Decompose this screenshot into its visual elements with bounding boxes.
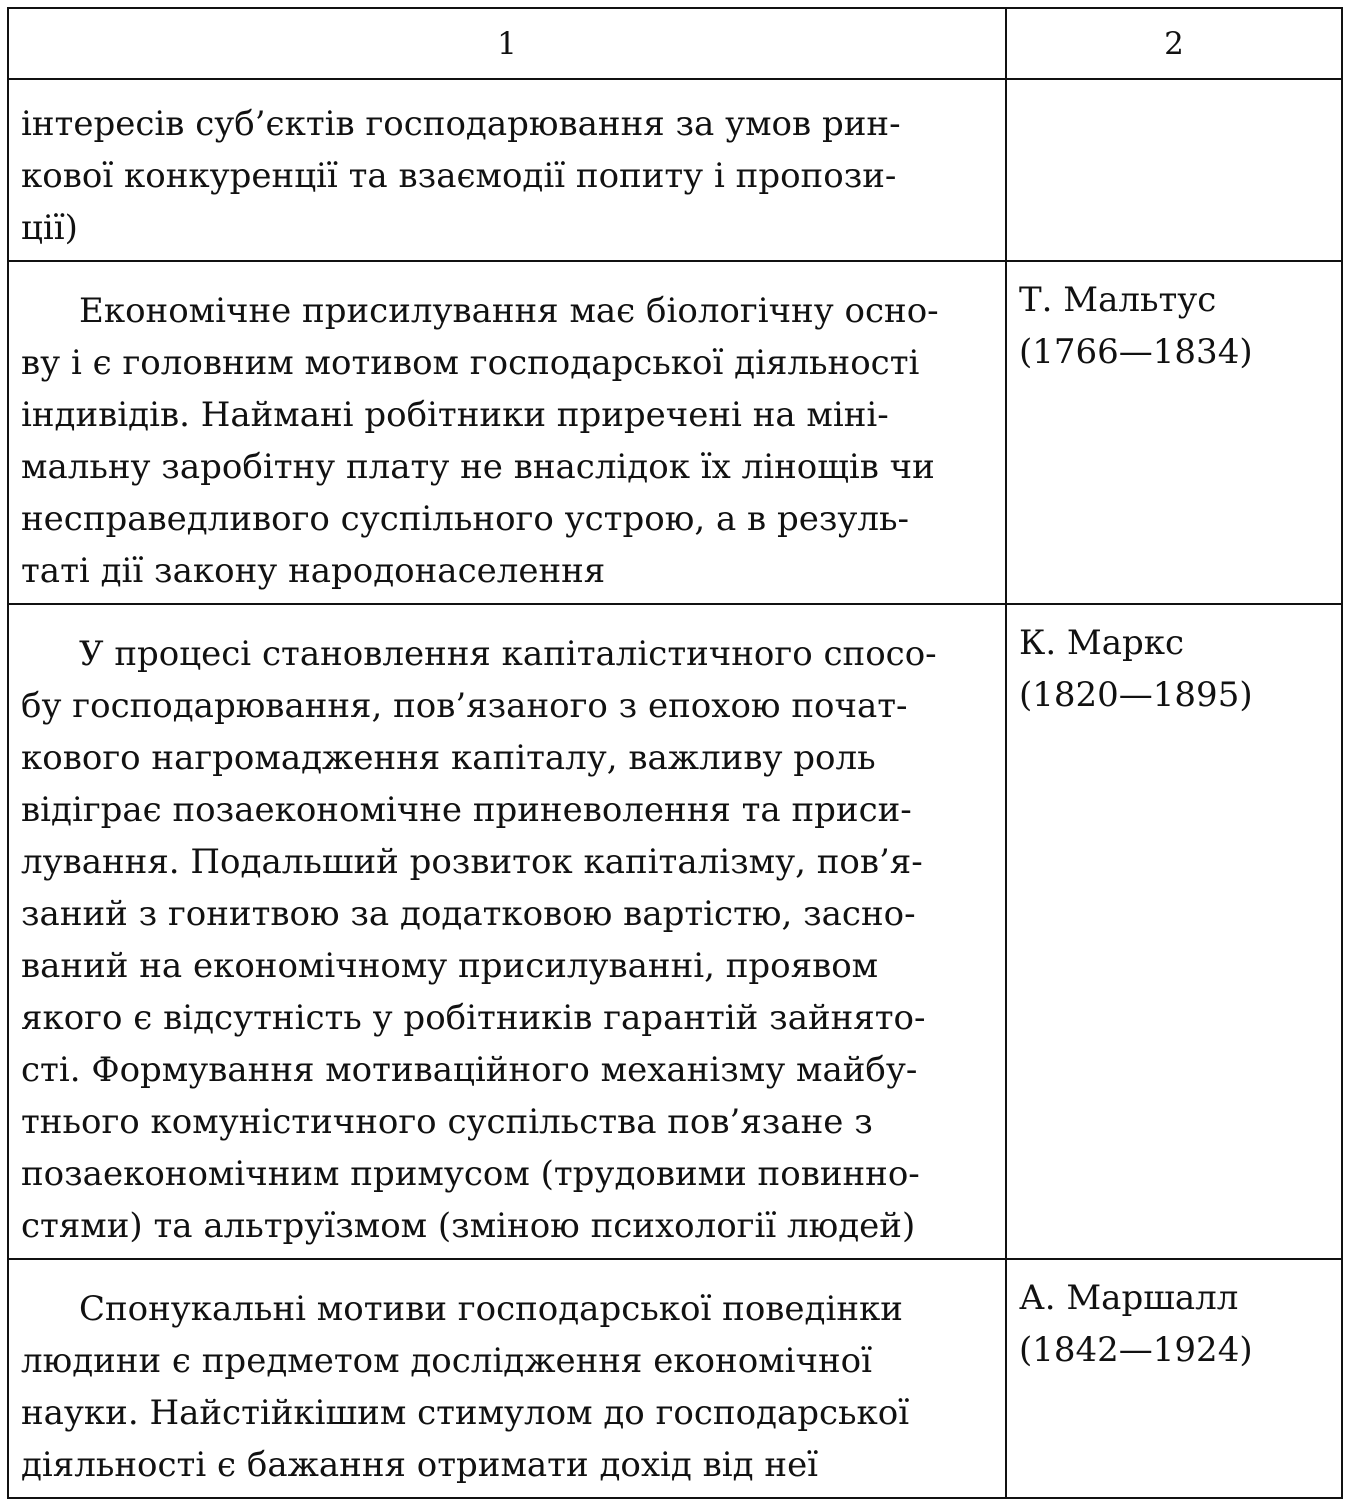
description-text: [9, 1260, 1005, 1497]
text-line: бу господарювання, пов’язаного з епохою почат-: [21, 686, 908, 726]
author-cell: [1006, 79, 1342, 261]
author-name: А. Маршалл: [1019, 1278, 1239, 1318]
table-row: [8, 261, 1342, 604]
text-line: індивідів. Наймані робітники приречені на міні-: [21, 395, 889, 435]
table-row: [8, 1259, 1342, 1498]
text-line: Спонукальні мотиви господарської поведінки: [79, 1289, 903, 1329]
author-text: [1007, 80, 1341, 98]
text-line: діяльності є бажання отримати дохід від неї: [21, 1445, 819, 1485]
table-header-row: [8, 8, 1342, 79]
author-cell: [1006, 604, 1342, 1259]
author-years: (1842—1924): [1019, 1330, 1253, 1370]
text-line: лування. Подальший розвиток капіталізму, пов’я-: [21, 842, 923, 882]
description-text: [9, 605, 1005, 1258]
text-line: сті. Формування мотиваційного механізму майбу-: [21, 1050, 918, 1090]
text-line: У процесі становлення капіталістичного спосо-: [79, 634, 937, 674]
column-header-1: 1: [8, 8, 1006, 79]
text-line: кової конкуренції та взаємодії попиту і пропози-: [21, 156, 897, 196]
author-name: К. Маркс: [1019, 623, 1185, 663]
author-years: (1820—1895): [1019, 675, 1253, 715]
text-line: людини є предметом дослідження економічної: [21, 1341, 872, 1381]
document-table: [7, 7, 1343, 1499]
text-line: несправедливого суспільного устрою, а в резуль-: [21, 499, 910, 539]
author-cell: [1006, 261, 1342, 604]
text-line: ву і є головним мотивом господарської діяльності: [21, 343, 920, 383]
text-line: ваний на економічному присилуванні, проявом: [21, 946, 879, 986]
column-header-2: 2: [1006, 8, 1342, 79]
author-years: (1766—1834): [1019, 332, 1253, 372]
description-cell: [8, 261, 1006, 604]
description-cell: [8, 79, 1006, 261]
text-line: стями) та альтруїзмом (зміною психології людей): [21, 1206, 916, 1246]
description-text: [9, 262, 1005, 603]
description-cell: [8, 1259, 1006, 1498]
author-text: [1007, 262, 1341, 384]
description-text: [9, 80, 1005, 260]
author-cell: [1006, 1259, 1342, 1498]
text-line: мальну заробітну плату не внаслідок їх лінощів чи: [21, 447, 935, 487]
author-name: Т. Мальтус: [1019, 280, 1217, 320]
table-row: [8, 79, 1342, 261]
description-cell: [8, 604, 1006, 1259]
table-row: [8, 604, 1342, 1259]
text-line: заний з гонитвою за додатковою вартістю, засно-: [21, 894, 916, 934]
text-line: інтересів суб’єктів господарювання за умов рин-: [21, 104, 901, 144]
text-line: ції): [21, 208, 78, 248]
text-line: тнього комуністичного суспільства пов’язане з: [21, 1102, 873, 1142]
text-line: відіграє позаекономічне приневолення та приси-: [21, 790, 912, 830]
text-line: Економічне присилування має біологічну осно-: [79, 291, 939, 331]
author-text: [1007, 605, 1341, 727]
text-line: якого є відсутність у робітників гарантій зайнято-: [21, 998, 926, 1038]
text-line: позаекономічним примусом (трудовими повинно-: [21, 1154, 920, 1194]
text-line: науки. Найстійкішим стимулом до господарської: [21, 1393, 910, 1433]
text-line: таті дії закону народонаселення: [21, 551, 606, 591]
author-text: [1007, 1260, 1341, 1382]
text-line: кового нагромадження капіталу, важливу роль: [21, 738, 876, 778]
